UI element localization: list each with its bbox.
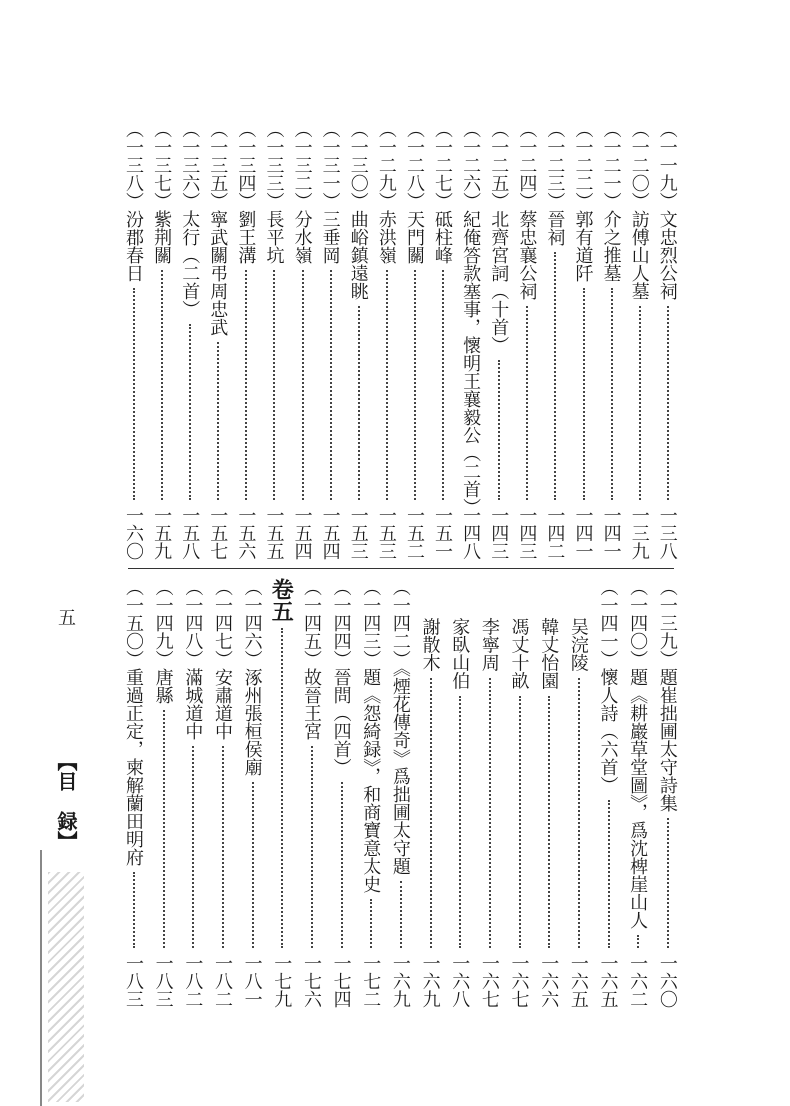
entry-page-number: 一六〇 xyxy=(656,954,678,1008)
entry-number: （一一九） xyxy=(656,120,678,210)
dot-leader xyxy=(639,306,641,500)
dot-leader xyxy=(489,678,491,948)
entry-title: 題《怨綺録》，和商寶意太史 xyxy=(360,668,382,893)
entry-number: （一二二） xyxy=(572,120,594,210)
entry-title: 晉祠 xyxy=(544,210,566,246)
dot-leader xyxy=(133,872,135,948)
entry-title: 吴浣陵 xyxy=(567,617,589,672)
page-edge-line xyxy=(40,850,42,1106)
dot-leader xyxy=(192,746,194,948)
lower-toc-block xyxy=(120,578,680,1008)
dot-leader xyxy=(667,818,669,948)
toc-entry[interactable] xyxy=(535,578,561,1008)
dot-leader xyxy=(554,252,556,500)
entry-number: （一四八） xyxy=(182,578,204,668)
entry-title: 紀俺答款塞事，懷明王襄毅公（二首） xyxy=(460,210,482,516)
entry-title: 重過正定，柬解蘭田明府 xyxy=(123,668,144,866)
entry-number: （一四三） xyxy=(360,578,382,668)
entry-title: 劉王溝 xyxy=(235,210,257,264)
dot-leader xyxy=(667,306,669,500)
entry-number: （一二六） xyxy=(460,120,482,210)
entry-page-number: 一八二 xyxy=(211,954,233,1008)
entry-number: （一五〇） xyxy=(123,578,144,668)
toc-entry[interactable] xyxy=(513,120,539,560)
entry-page-number: 一六五 xyxy=(567,954,589,1008)
entry-title: 北齊宮詞（十首） xyxy=(488,210,510,354)
entry-number: （一四七） xyxy=(211,578,233,668)
entry-title: 紫荆關 xyxy=(151,210,173,264)
entry-number: （一三九） xyxy=(656,578,678,668)
entry-page-number: 一八二 xyxy=(182,954,204,1008)
entry-page-number: 一五五 xyxy=(263,506,285,560)
dot-leader xyxy=(252,782,254,948)
entry-title: 故晉王宮 xyxy=(300,668,322,740)
entry-number: （一三〇） xyxy=(347,120,369,210)
entry-number: （一三二） xyxy=(291,120,313,210)
entry-number: （一四五） xyxy=(300,578,322,668)
entry-title: 天門關 xyxy=(403,210,425,264)
toc-entry[interactable] xyxy=(239,578,265,1008)
entry-page-number: 一六九 xyxy=(389,954,411,1008)
entry-title: 文忠烈公祠 xyxy=(656,210,678,300)
dot-leader xyxy=(414,270,416,500)
dot-leader xyxy=(608,800,610,948)
dot-leader xyxy=(189,324,191,500)
entry-number: （一二八） xyxy=(403,120,425,210)
entry-title: 家臥山伯 xyxy=(449,617,471,690)
entry-page-number: 一七九 xyxy=(271,954,293,1008)
dot-leader xyxy=(583,288,585,500)
entry-number: （一四一） xyxy=(597,578,619,668)
entry-title: 晉問（四首） xyxy=(330,668,352,776)
entry-number: （一三五） xyxy=(207,120,229,210)
toc-entry[interactable] xyxy=(595,578,621,1008)
toc-entry[interactable] xyxy=(598,120,624,560)
entry-page-number: 一八三 xyxy=(152,954,174,1008)
entry-title: 《煙花傳奇》爲拙圃太守題 xyxy=(389,668,411,875)
entry-page-number: 一五二 xyxy=(403,506,425,560)
entry-title: 汾郡春日 xyxy=(123,210,144,282)
toc-entry[interactable] xyxy=(204,120,230,560)
volume-title: 卷五 xyxy=(268,578,295,622)
entry-page-number: 一五一 xyxy=(432,506,454,560)
toc-entry[interactable] xyxy=(626,120,652,560)
dot-leader xyxy=(133,288,135,500)
volume-heading[interactable] xyxy=(268,578,294,1008)
dot-leader xyxy=(442,270,444,500)
entry-title: 滿城道中 xyxy=(182,668,204,740)
entry-number: （一二九） xyxy=(375,120,397,210)
entry-title: 寧武關弔周忠武 xyxy=(207,210,229,336)
dot-leader xyxy=(430,678,432,948)
dot-leader xyxy=(637,935,639,948)
entry-title: 李寧周 xyxy=(478,617,500,672)
toc-entry[interactable] xyxy=(150,578,176,1008)
dot-leader xyxy=(222,746,224,948)
page-number: 五 xyxy=(58,608,76,629)
entry-page-number: 一三八 xyxy=(656,506,678,560)
toc-entry[interactable] xyxy=(298,578,324,1008)
entry-page-number: 一四一 xyxy=(600,506,622,560)
entry-page-number: 一五六 xyxy=(235,506,257,560)
toc-entry[interactable] xyxy=(485,120,511,560)
dot-leader xyxy=(526,306,528,500)
toc-entry[interactable] xyxy=(624,578,650,1008)
entry-page-number: 一五八 xyxy=(179,506,201,560)
dot-leader xyxy=(161,270,163,500)
toc-entry[interactable] xyxy=(429,120,455,560)
entry-number: （一三八） xyxy=(123,120,144,210)
entry-page-number: 一七六 xyxy=(300,954,322,1008)
entry-number: （一三七） xyxy=(151,120,173,210)
entry-number: （一三四） xyxy=(235,120,257,210)
entry-page-number: 一五三 xyxy=(375,506,397,560)
entry-number: （一二〇） xyxy=(628,120,650,210)
dot-leader xyxy=(245,270,247,500)
toc-entry[interactable] xyxy=(357,578,383,1008)
toc-entry[interactable] xyxy=(317,120,343,560)
toc-entry[interactable] xyxy=(328,578,354,1008)
dot-leader xyxy=(548,696,550,948)
toc-entry[interactable] xyxy=(570,120,596,560)
entry-number: （一四六） xyxy=(241,578,263,668)
toc-entry[interactable] xyxy=(401,120,427,560)
entry-page-number: 一六五 xyxy=(597,954,619,1008)
toc-entry[interactable] xyxy=(120,120,146,560)
entry-page-number: 一六八 xyxy=(449,954,471,1008)
entry-title: 題崔拙圃太守詩集 xyxy=(656,668,678,812)
entry-title: 謝散木 xyxy=(419,617,441,672)
entry-title: 三垂岡 xyxy=(319,210,341,264)
entry-title: 題《耕巖草堂圖》，爲沈椑崖山人 xyxy=(627,668,649,929)
dot-leader xyxy=(498,360,500,500)
entry-page-number: 一八三 xyxy=(123,954,144,1008)
toc-entry[interactable] xyxy=(120,578,146,1008)
dot-leader xyxy=(163,710,165,948)
entry-title: 赤洪嶺 xyxy=(375,210,397,264)
entry-title: 曲峪鎮遠眺 xyxy=(347,210,369,300)
dot-leader xyxy=(459,696,461,948)
entry-number: （一三三） xyxy=(263,120,285,210)
entry-number: （一三六） xyxy=(179,120,201,210)
entry-title: 唐縣 xyxy=(152,668,174,704)
toc-entry[interactable] xyxy=(232,120,258,560)
entry-number: （一二四） xyxy=(516,120,538,210)
entry-page-number: 一五三 xyxy=(347,506,369,560)
dot-leader xyxy=(281,628,283,948)
toc-entry[interactable] xyxy=(654,578,680,1008)
entry-page-number: 一四三 xyxy=(488,506,510,560)
entry-page-number: 一六二 xyxy=(627,954,649,1008)
dot-leader xyxy=(217,342,219,500)
entry-page-number: 一四三 xyxy=(516,506,538,560)
section-divider xyxy=(128,568,674,569)
entry-page-number: 一六七 xyxy=(508,954,530,1008)
entry-page-number: 一六九 xyxy=(419,954,441,1008)
entry-page-number: 一六〇 xyxy=(123,506,144,560)
toc-entry[interactable] xyxy=(476,578,502,1008)
entry-page-number: 一五四 xyxy=(319,506,341,560)
toc-entry[interactable] xyxy=(148,120,174,560)
running-head: 【目 録】 xyxy=(48,736,84,866)
entry-number: （一二三） xyxy=(544,120,566,210)
entry-page-number: 一七四 xyxy=(330,954,352,1008)
dot-leader xyxy=(400,881,402,948)
toc-entry[interactable] xyxy=(506,578,532,1008)
toc-entry[interactable] xyxy=(541,120,567,560)
toc-entry[interactable] xyxy=(417,578,443,1008)
decorative-wave-band xyxy=(48,751,84,1102)
dot-leader xyxy=(273,270,275,500)
dot-leader xyxy=(311,746,313,948)
toc-entry[interactable] xyxy=(565,578,591,1008)
entry-title: 分水嶺 xyxy=(291,210,313,264)
entry-title: 長平坑 xyxy=(263,210,285,264)
entry-number: （一三一） xyxy=(319,120,341,210)
entry-number: （一二一） xyxy=(600,120,622,210)
entry-page-number: 一六七 xyxy=(478,954,500,1008)
dot-leader xyxy=(330,270,332,500)
entry-title: 太行（二首） xyxy=(179,210,201,318)
dot-leader xyxy=(519,696,521,948)
entry-title: 涿州張桓侯廟 xyxy=(241,668,263,776)
entry-number: （一四九） xyxy=(152,578,174,668)
toc-entry[interactable] xyxy=(345,120,371,560)
entry-title: 介之推墓 xyxy=(600,210,622,282)
entry-number: （一二七） xyxy=(432,120,454,210)
toc-entry[interactable] xyxy=(457,120,483,560)
toc-entry[interactable] xyxy=(654,120,680,560)
entry-number: （一四二） xyxy=(389,578,411,668)
dot-leader xyxy=(358,306,360,500)
entry-page-number: 一八一 xyxy=(241,954,263,1008)
entry-title: 韓丈怡園 xyxy=(538,617,560,690)
entry-number: （一二五） xyxy=(488,120,510,210)
dot-leader xyxy=(611,288,613,500)
entry-page-number: 一六六 xyxy=(538,954,560,1008)
entry-page-number: 一五七 xyxy=(207,506,229,560)
dot-leader xyxy=(341,782,343,948)
toc-entry[interactable] xyxy=(260,120,286,560)
toc-entry[interactable] xyxy=(446,578,472,1008)
toc-entry[interactable] xyxy=(289,120,315,560)
entry-page-number: 一五四 xyxy=(291,506,313,560)
toc-entry[interactable] xyxy=(179,578,205,1008)
toc-entry[interactable] xyxy=(209,578,235,1008)
entry-title: 訪傅山人墓 xyxy=(628,210,650,300)
entry-title: 蔡忠襄公祠 xyxy=(516,210,538,300)
entry-title: 安肅道中 xyxy=(211,668,233,740)
entry-page-number: 一四二 xyxy=(544,506,566,560)
entry-page-number: 一四一 xyxy=(572,506,594,560)
dot-leader xyxy=(370,899,372,948)
dot-leader xyxy=(578,678,580,948)
entry-number: （一四四） xyxy=(330,578,352,668)
entry-page-number: 一三九 xyxy=(628,506,650,560)
entry-page-number: 一四八 xyxy=(460,506,482,560)
dot-leader xyxy=(302,270,304,500)
entry-title: 郭有道阡 xyxy=(572,210,594,282)
entry-title: 馮丈十畝 xyxy=(508,617,530,690)
entry-title: 懷人詩（六首） xyxy=(597,668,619,794)
upper-toc-block xyxy=(120,120,680,560)
entry-page-number: 一七二 xyxy=(360,954,382,1008)
toc-entry[interactable] xyxy=(373,120,399,560)
toc-entry[interactable] xyxy=(176,120,202,560)
entry-title: 砥柱峰 xyxy=(432,210,454,264)
entry-number: （一四〇） xyxy=(627,578,649,668)
dot-leader xyxy=(386,270,388,500)
toc-entry[interactable] xyxy=(387,578,413,1008)
entry-page-number: 一五九 xyxy=(151,506,173,560)
